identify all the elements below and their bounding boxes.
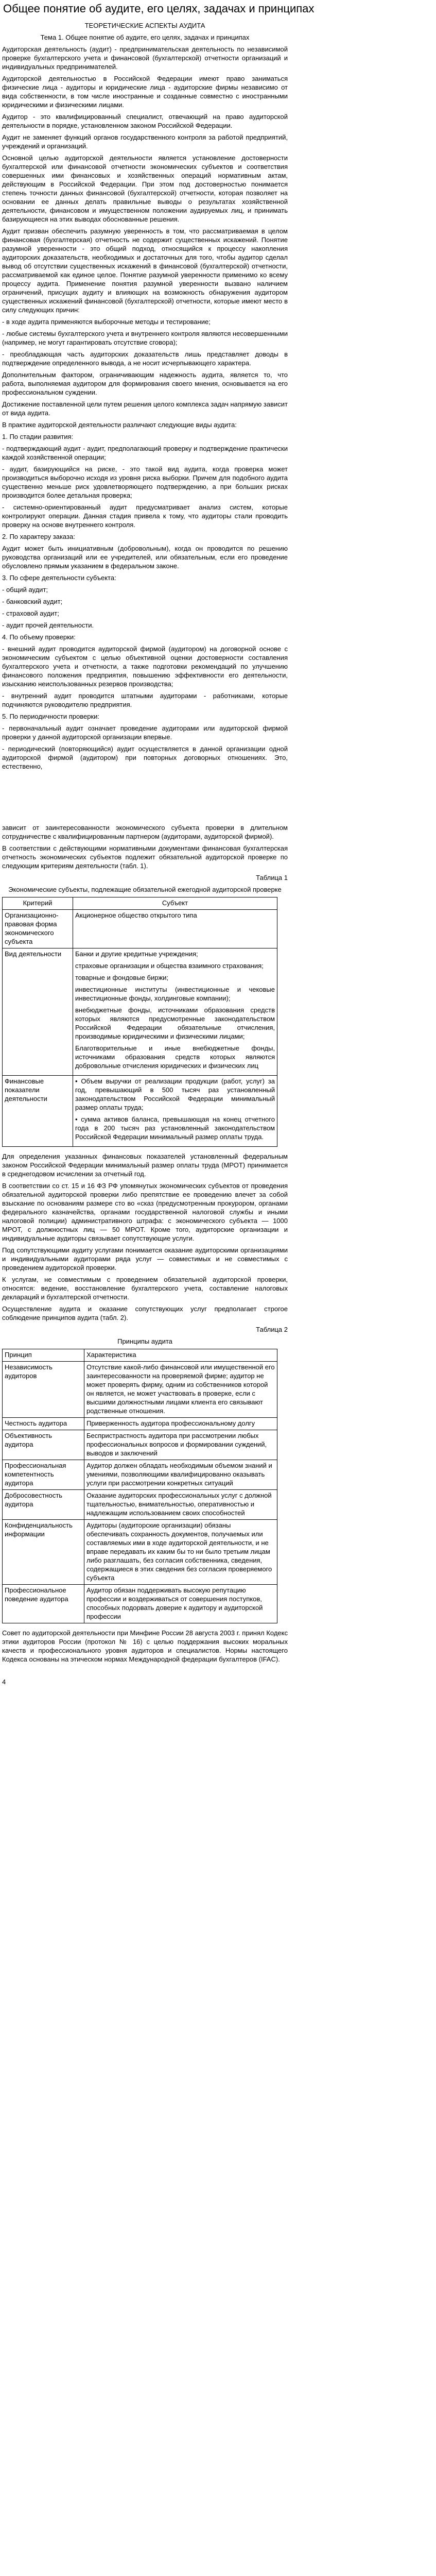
subject-cell: [73, 948, 277, 1076]
article-body: [2, 21, 288, 1664]
subject-item: Благотворительные и иные внебюджетные фонды, источниками образования средств которых являются добровольные отчисления юридических и физических лиц: [75, 1044, 275, 1070]
paragraph: - общий аудит;: [2, 586, 48, 594]
paragraph: - первоначальный аудит означает проведение аудиторами или аудиторской фирмой проверки у данной аудиторской организации впервые.: [2, 724, 288, 741]
table-header-cell: Принцип: [3, 1349, 84, 1362]
principle-cell: Конфиденциальность информации: [3, 1520, 84, 1585]
paragraph: Принципы аудита: [117, 1337, 172, 1345]
page-header: Общее понятие об аудите, его целях, задачах и принципах: [3, 2, 315, 15]
table-row: [3, 1585, 277, 1623]
subject-item: страховые организации и общества взаимного страхования;: [75, 962, 264, 970]
criterion-cell: Организационно-правовая форма экономического субъекта: [3, 910, 73, 948]
paragraph: 2. По характеру заказа:: [2, 533, 75, 540]
paragraph: Под сопутствующими аудиту услугами понимается оказание аудиторскими организациями и индивидуальными аудиторами ряда услуг — совместимых и не совместимых с проведением аудиторской проверки.: [2, 1246, 288, 1272]
subject-item: товарные и фондовые биржи;: [75, 974, 169, 981]
table-row: [3, 1430, 277, 1460]
paragraph: В соответствии с действующими нормативными документами финансовая бухгалтерская отчетность экономических субъектов подлежит обязательной аудиторской проверке по следующим критериям деятельности (табл. 1).: [2, 844, 288, 870]
characteristic-cell: Аудитор обязан поддерживать высокую репутацию профессии и воздерживаться от совершения поступков, способных подорвать доверие к аудитору и аудиторской профессии: [84, 1585, 277, 1623]
paragraph: В практике аудиторской деятельности различают следующие виды аудита:: [2, 421, 237, 429]
paragraph: Таблица 1: [256, 874, 288, 882]
characteristic-cell: Приверженность аудитора профессиональному долгу: [84, 1418, 277, 1430]
subject-item: • сумма активов баланса, превышающая на конец отчетного года в 200 тысяч раз установленный законодательством Российской Федерации минимальный размер оплаты труда.: [75, 1115, 275, 1141]
paragraph: Аудиторской деятельностью в Российской Федерации имеют право заниматься физические лица - аудиторы и юридические лица - аудиторские фирмы независимо от вида собственности, в том числе иностранные и созданные совместно с иностранными юридическими и физическими лицами.: [2, 75, 288, 109]
criterion-cell: Вид деятельности: [3, 948, 73, 1076]
principle-cell: Профессиональная компетентность аудитора: [3, 1460, 84, 1490]
subject-item: • Объем выручки от реализации продукции (работ, услуг) за год, превышающий в 500 тысяч раз установленный законодательством Российской Федерации минимальный размер оплаты труда;: [75, 1077, 275, 1111]
paragraph: Основной целью аудиторской деятельности является установление достоверности бухгалтерской или финансовой отчетности экономических субъектов и соответствия совершенных ими финансовых и хозяйственных операций нормативным актам, действующим в Российской Федерации. При этом под достоверностью понимается степень точности данных финансовой (бухгалтерской) отчетности, которая позволяет на основании ее данных делать правильные выводы о результатах хозяйственной деятельности, финансовом и имущественном положении аудируемых лиц, и принимать базирующиеся на этих выводах обоснованные решения.: [2, 154, 288, 223]
paragraph: ТЕОРЕТИЧЕСКИЕ АСПЕКТЫ АУДИТА: [84, 22, 205, 29]
paragraph: Экономические субъекты, подлежащие обязательной ежегодной аудиторской проверке: [8, 886, 282, 893]
paragraph: К услугам, не совместимым с проведением обязательной аудиторской проверки, относятся: ведение, восстановление бухгалтерского учета, составление налоговых деклараций и бухгалтерской отчетности.: [2, 1276, 288, 1301]
paragraph: - внутренний аудит проводится штатными аудиторами - работниками, которые подчиняются руководителю предприятия.: [2, 692, 288, 708]
paragraph: - в ходе аудита применяются выборочные методы и тестирование;: [2, 318, 211, 326]
paragraph: 3. По сфере деятельности субъекта:: [2, 574, 116, 582]
paragraph: Для определения указанных финансовых показателей установленный федеральным законом Российской Федерации минимальный размер оплаты труда (МРОТ) принимается в среднегодовом исчислении за отчетный год.: [2, 1153, 288, 1178]
table-row: [3, 1490, 277, 1520]
table-row: [3, 1418, 277, 1430]
paragraph: Достижение поставленной цели путем решения целого комплекса задач напрямую зависит от вида аудита.: [2, 400, 288, 417]
table-row: [3, 948, 277, 1076]
principle-cell: Честность аудитора: [3, 1418, 84, 1430]
principle-cell: Профессиональное поведение аудитора: [3, 1585, 84, 1623]
paragraph: - периодический (повторяющийся) аудит осуществляется в данной организации одной аудиторской фирмой (аудитором) при повторных договорных отношениях. Это, естественно,: [2, 745, 288, 770]
paragraph: - системно-ориентированный аудит предусматривает анализ систем, которые контролируют операции. Данная стадия привела к тому, что аудиторы стали проводить проверку на основе внутреннего контроля.: [2, 503, 288, 529]
paragraph: - страховой аудит;: [2, 609, 59, 617]
subject-item: внебюджетные фонды, источниками образования средств которых являются предусмотренные законодательством Российской Федерации обязательные отчисления, производимые юридическими и физическими лицами;: [75, 1006, 275, 1040]
paragraph: 5. По периодичности проверки:: [2, 713, 99, 720]
paragraph: - внешний аудит проводится аудиторской фирмой (аудитором) на договорной основе с экономическим субъектом с целью объективной оценки достоверности составления бухгалтерского учета и отчетности, а также подготовки рекомендаций по улучшению финансового положения предприятия, повышению эффективности его деятельности, изысканию неиспользованных резервов производства;: [2, 645, 288, 688]
subject-item: Банки и другие кредитные учреждения;: [75, 950, 198, 958]
characteristic-cell: Аудитор должен обладать необходимым объемом знаний и умениями, позволяющими квалифицированно оказывать услуги при рассмотрении конкретных ситуаций: [84, 1460, 277, 1490]
paragraph: Совет по аудиторской деятельности при Минфине России 28 августа 2003 г. принял Кодекс этики аудиторов России (протокол № 16) с целью поддержания высоких моральных качеств и профессионального уровня аудиторов и специалистов. Нормы настоящего Кодекса основаны на этическом нормах Международной федерации бухгалтеров (IFAC).: [2, 1629, 288, 1663]
paragraph: 1. По стадии развития:: [2, 433, 74, 440]
paragraph: Таблица 2: [256, 1326, 288, 1333]
paragraph: зависит от заинтересованности экономического субъекта проверки в длительном сотрудничестве с квалифицированным партнером (аудиторами, аудиторской фирмой).: [2, 824, 288, 840]
characteristic-cell: Беспристрастность аудитора при рассмотрении любых профессиональных вопросов и формировании суждений, выводов и заключений: [84, 1430, 277, 1460]
table-header-cell: Субъект: [73, 897, 277, 910]
paragraph: Дополнительным фактором, ограничивающим надежность аудита, является то, что работа, выполняемая аудитором для формирования своего мнения, основывается на его профессиональном суждении.: [2, 371, 288, 396]
paragraph: Осуществление аудита и оказание сопутствующих услуг предполагает строгое соблюдение принципов аудита (табл. 2).: [2, 1305, 288, 1321]
page-number: 4: [2, 1678, 6, 1686]
characteristic-cell: Отсутствие какой-либо финансовой или имущественной его заинтересованности на проверяемой фирме; аудитор не может проверять фирму, одним из собственников которой он является, не может участвовать в проверке, если с высшими должностными лицами клиента его связывают родственные отношения.: [84, 1362, 277, 1418]
subject-item: инвестиционные институты (инвестиционные и чековые инвестиционные фонды, холдинговые компании);: [75, 986, 275, 1002]
paragraph: 4. По объему проверки:: [2, 633, 76, 641]
table-row: [3, 1520, 277, 1585]
subject-cell: [73, 1076, 277, 1147]
table-row: [3, 910, 277, 948]
paragraph: - любые системы бухгалтерского учета и внутреннего контроля являются несовершенными (например, не могут гарантировать отсутствие сговора);: [2, 330, 288, 346]
column-gap: [2, 774, 288, 823]
paragraph: Аудитор - это квалифицированный специалист, отвечающий на право аудиторской деятельности в порядке, установленном законом Российской Федерации.: [2, 113, 288, 129]
characteristic-cell: Оказание аудиторских профессиональных услуг с должной тщательностью, внимательностью, оперативностью и надлежащим использованием своих способностей: [84, 1490, 277, 1520]
paragraph: Тема 1. Общее понятие об аудите, его целях, задачах и принципах: [40, 33, 250, 41]
subject-cell: [73, 910, 277, 948]
table-header-row: [3, 897, 277, 910]
table-row: [3, 1460, 277, 1490]
table-header-cell: Характеристика: [84, 1349, 277, 1362]
paragraph: В соответствии со ст. 15 и 16 ФЗ РФ упомянутых экономических субъектов от проведения обязательной аудиторской проверки либо препятствие ее проведению влечет за собой взыскание по основаниям размере сто во «сказ (предусмотренным прокурором, органами федерального казначейства, органами государственной налоговой службы и иными налоговой полиции) административного штрафа: с экономического субъекта — 1000 МРОТ, с должностных лиц — 50 МРОТ. Кроме того, аудиторские организации и индивидуальные аудиторы связывает сопутствующие услуги.: [2, 1182, 288, 1242]
criterion-cell: Финансовые показатели деятельности: [3, 1076, 73, 1147]
paragraph: - преобладающая часть аудиторских доказательств лишь представляет доводы в подтверждение определенного вывода, а не носит исчерпывающего характера.: [2, 350, 288, 367]
characteristic-cell: Аудиторы (аудиторские организации) обязаны обеспечивать сохранность документов, получаемых или составляемых ими в ходе аудиторской деятельности, и не вправе передавать их каким бы то ни было третьим лицам либо разглашать, без согласия собственника, сведения, содержащиеся в этих сведения без согласия проверяемого субъекта: [84, 1520, 277, 1585]
paragraph: - банковский аудит;: [2, 598, 63, 605]
paragraph: Аудиторская деятельность (аудит) - предпринимательская деятельность по независимой проверке бухгалтерского учета и финансовой (бухгалтерской) отчетности организаций и индивидуальных предпринимателей.: [2, 45, 288, 71]
table-header-row: [3, 1349, 277, 1362]
table-row: [3, 1076, 277, 1147]
paragraph: - подтверждающий аудит - аудит, предполагающий проверку и подтверждение практически каждой хозяйственной операции;: [2, 445, 288, 461]
table-row: [3, 1362, 277, 1418]
paragraph: Аудит не заменяет функций органов государственного контроля за работой предприятий, учреждений и организаций.: [2, 133, 288, 150]
table-audit-principles: [2, 1349, 277, 1623]
paragraph: Аудит может быть инициативным (добровольным), когда он проводится по решению руководства организаций или ее учредителей, или обязательным, если его проведение обусловлено прямым указанием в федеральном законе.: [2, 545, 288, 570]
table-header-cell: Критерий: [3, 897, 73, 910]
paragraph: - аудит, базирующийся на риске, - это такой вид аудита, когда проверка может производиться выборочно исходя из уровня риска выборки. Причем для подобного аудита существенно меньше риск удовлетворяющего подтверждению, а при больших рисках производится более детальная проверка;: [2, 465, 288, 499]
principle-cell: Объективность аудитора: [3, 1430, 84, 1460]
paragraph: Аудит призван обеспечить разумную уверенность в том, что рассматриваемая в целом финансовая (бухгалтерская) отчетность не содержит существенных искажений. Понятие разумной уверенности - это общий подход, относящийся к процессу накопления аудиторских доказательств, необходимых и достаточных для того, чтобы аудитор сделал вывод об отсутствии существенных искажений в финансовой (бухгалтерской) отчетности, рассматриваемой как единое целое. Понятие разумной уверенности применимо ко всему процессу аудита. Применение понятия разумной уверенности вызвано наличием ограничений, присущих аудиту и влияющих на возможность обнаружения аудитором существенных искажений финансовой (бухгалтерской) отчетности, которые имеют место в силу следующих причин:: [2, 227, 288, 314]
subject-item: Акционерное общество открытого типа: [75, 911, 197, 919]
table-audit-subjects: [2, 897, 277, 1147]
principle-cell: Добросовестность аудитора: [3, 1490, 84, 1520]
principle-cell: Независимость аудиторов: [3, 1362, 84, 1418]
paragraph: - аудит прочей деятельности.: [2, 621, 94, 629]
